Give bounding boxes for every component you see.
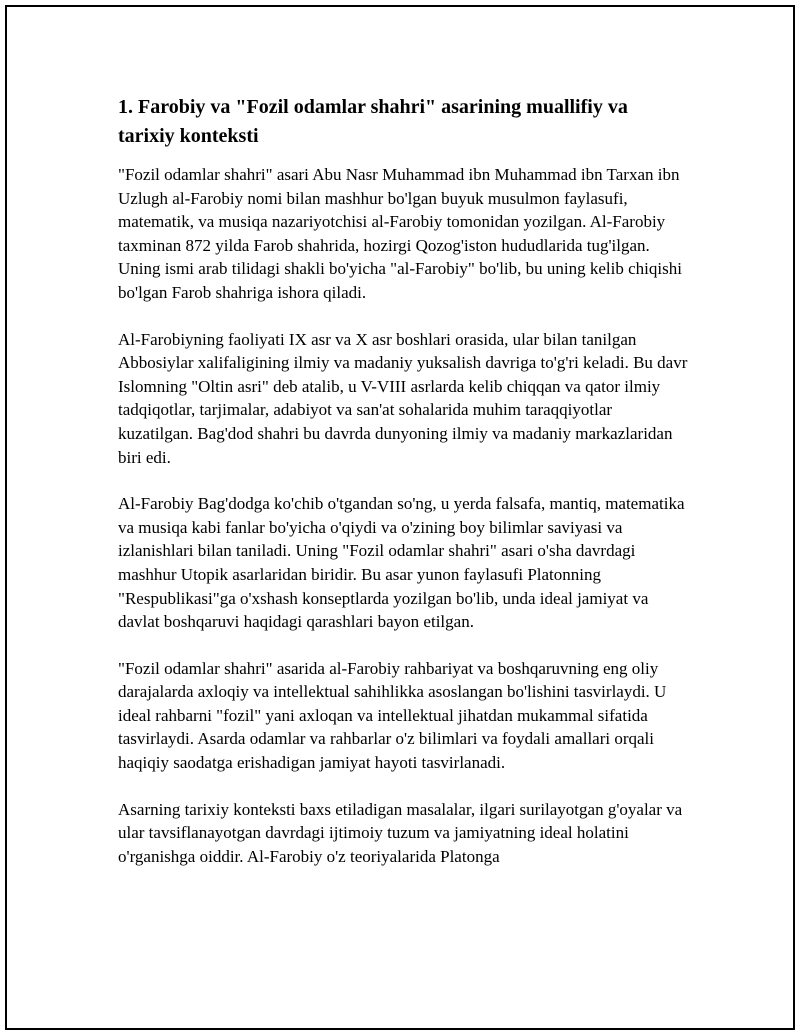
section-heading: 1. Farobiy va "Fozil odamlar shahri" asarining muallifiy va tarixiy konteksti xyxy=(118,96,628,147)
paragraph-1: "Fozil odamlar shahri" asari Abu Nasr Muhammad ibn Muhammad ibn Tarxan ibn Uzlugh al-Farobiy nomi bilan mashhur bo'lgan buyuk musulmon faylasufi, matematik, va musiqa nazariyotchisi al-Farobiy tomonidan yozilgan. Al-Farobiy taxminan 872 yilda Farob shahrida, hozirgi Qozog'iston hududlarida tug'ilgan. Uning ismi arab tilidagi shakli bo'yicha "al-Farobiy" bo'lib, bu uning kelib chiqishi bo'lgan Farob shahriga ishora qiladi. xyxy=(118,165,682,302)
document-body xyxy=(118,93,688,891)
paragraph-2: Al-Farobiyning faoliyati IX asr va X asr boshlari orasida, ular bilan tanilgan Abbosiylar xalifaligining ilmiy va madaniy yuksalish davriga to'g'ri keladi. Bu davr Islomning "Oltin asri" deb atalib, u V-VIII asrlarda kelib chiqqan va qator ilmiy tadqiqotlar, tarjimalar, adabiyot va san'at sohalarida muhim taraqqiyotlar kuzatilgan. Bag'dod shahri bu davrda dunyoning ilmiy va madaniy markazlaridan biri edi. xyxy=(118,329,688,467)
paragraph-4: "Fozil odamlar shahri" asarida al-Farobiy rahbariyat va boshqaruvning eng oliy darajalarda axloqiy va intellektual sahihlikka asoslangan bo'lishini tasvirlaydi. U ideal rahbarni "fozil" yani axloqan va intellektual jihatdan mukammal sifatida tasvirlaydi. Asarda odamlar va rahbarlar o'z bilimlari va foydali amallari orqali haqiqiy saodatga erishadigan jamiyat hayoti tasvirlanadi. xyxy=(118,658,667,773)
paragraph-3: Al-Farobiy Bag'dodga ko'chib o'tgandan so'ng, u yerda falsafa, mantiq, matematika va musiqa kabi fanlar bo'yicha o'qiydi va o'zining boy bilimlar saviyasi va izlanishlari bilan taniladi. Uning "Fozil odamlar shahri" asari o'sha davrdagi mashhur Utopik asarlaridan biridir. Bu asar yunon faylasufi Platonning "Respublikasi"ga o'xshash konseptlarda yozilgan bo'lib, unda ideal jamiyat va davlat boshqaruvi haqidagi qarashlari bayon etilgan. xyxy=(118,494,685,632)
paragraph-5: Asarning tarixiy konteksti baxs etiladigan masalalar, ilgari surilayotgan g'oyalar va ular tavsiflanayotgan davrdagi ijtimoiy tuzum va jamiyatning ideal holatini o'rganishga oiddir. Al-Farobiy o'z teoriyalarida Platonga xyxy=(118,799,683,866)
